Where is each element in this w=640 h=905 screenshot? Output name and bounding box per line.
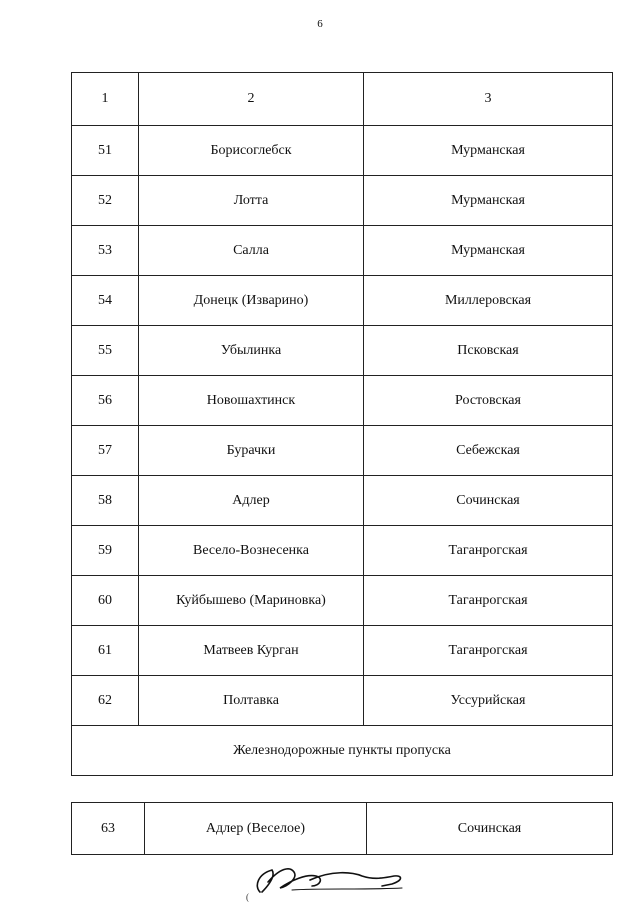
row-number: 59 (72, 526, 139, 576)
row-number: 62 (72, 676, 139, 726)
checkpoint-name: Салла (139, 226, 364, 276)
row-number: 58 (72, 476, 139, 526)
section-header-row (72, 726, 613, 776)
customs-name: Таганрогская (364, 626, 613, 676)
checkpoint-name: Лотта (139, 176, 364, 226)
checkpoint-name: Адлер (Веселое) (145, 803, 367, 855)
row-number: 56 (72, 376, 139, 426)
table-row (72, 526, 613, 576)
table-row (72, 626, 613, 676)
signature-mark: ( (246, 892, 249, 902)
checkpoint-name: Полтавка (139, 676, 364, 726)
row-number: 54 (72, 276, 139, 326)
column-customs-header: 3 (364, 73, 613, 126)
table-row (72, 126, 613, 176)
checkpoint-name: Новошахтинск (139, 376, 364, 426)
customs-name: Псковская (364, 326, 613, 376)
customs-name: Миллеровская (364, 276, 613, 326)
checkpoint-name: Донецк (Изварино) (139, 276, 364, 326)
customs-name: Таганрогская (364, 576, 613, 626)
table-row (72, 226, 613, 276)
customs-name: Уссурийская (364, 676, 613, 726)
customs-name: Сочинская (364, 476, 613, 526)
table-row (72, 426, 613, 476)
customs-name: Мурманская (364, 226, 613, 276)
table-row (72, 176, 613, 226)
table-row (72, 803, 613, 855)
column-number-header: 1 (72, 73, 139, 126)
customs-name: Мурманская (364, 126, 613, 176)
signature-image (232, 862, 412, 902)
customs-name: Ростовская (364, 376, 613, 426)
row-number: 55 (72, 326, 139, 376)
row-number: 53 (72, 226, 139, 276)
table-row (72, 676, 613, 726)
checkpoint-name: Бурачки (139, 426, 364, 476)
row-number: 60 (72, 576, 139, 626)
row-number: 63 (72, 803, 145, 855)
table-row (72, 326, 613, 376)
table-row (72, 376, 613, 426)
customs-name: Мурманская (364, 176, 613, 226)
table-row (72, 276, 613, 326)
row-number: 57 (72, 426, 139, 476)
row-number: 51 (72, 126, 139, 176)
checkpoint-name: Весело-Вознесенка (139, 526, 364, 576)
checkpoints-table (71, 72, 613, 776)
table-row (72, 576, 613, 626)
checkpoint-name: Убылинка (139, 326, 364, 376)
table-header-row (72, 73, 613, 126)
customs-name: Сочинская (367, 803, 613, 855)
table-row (72, 476, 613, 526)
railway-section-title: Железнодорожные пункты пропуска (72, 726, 613, 776)
checkpoint-name: Адлер (139, 476, 364, 526)
checkpoint-name: Куйбышево (Мариновка) (139, 576, 364, 626)
page-number: 6 (317, 18, 323, 30)
customs-name: Таганрогская (364, 526, 613, 576)
column-name-header: 2 (139, 73, 364, 126)
row-number: 61 (72, 626, 139, 676)
checkpoint-name: Матвеев Курган (139, 626, 364, 676)
customs-name: Себежская (364, 426, 613, 476)
checkpoint-name: Борисоглебск (139, 126, 364, 176)
row-number: 52 (72, 176, 139, 226)
railway-checkpoints-table (71, 802, 613, 855)
